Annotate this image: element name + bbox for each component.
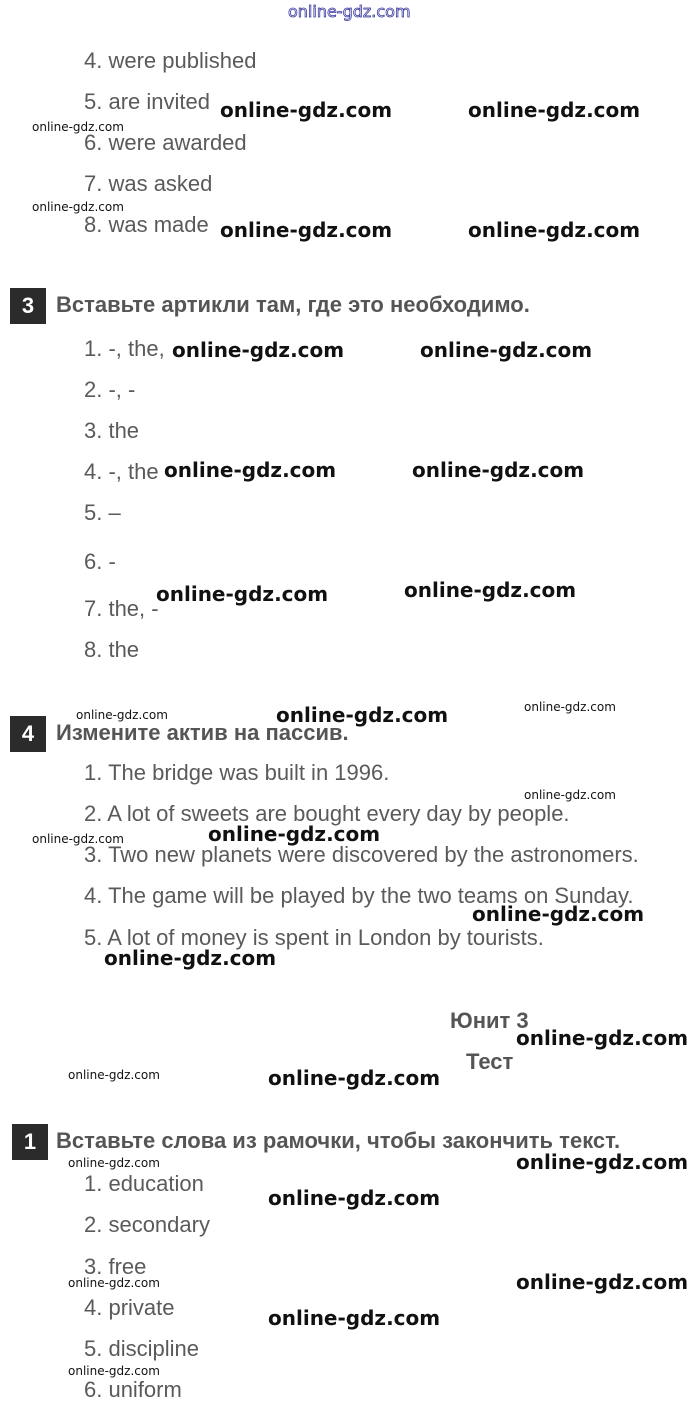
watermark: online-gdz.com [32,120,124,134]
watermark: online-gdz.com [404,578,577,602]
watermark: online-gdz.com [68,1276,160,1290]
watermark: online-gdz.com [172,338,345,362]
unit-title: Юнит 3 [450,1008,529,1033]
answer-item: 6. were awarded [84,130,247,155]
answer-item: 5. – [84,500,121,525]
watermark: online-gdz.com [468,218,641,242]
section-number-badge: 1 [12,1124,48,1160]
watermark: online-gdz.com [472,902,645,926]
watermark: online-gdz.com [68,1364,160,1378]
watermark: online-gdz.com [104,946,277,970]
answer-item: 4. The game will be played by the two teams on Sunday. [84,883,634,908]
watermark: online-gdz.com [220,218,393,242]
answer-item: 3. free [84,1254,147,1279]
answer-item: 2. -, - [84,377,136,402]
answer-item: 6. - [84,549,116,574]
watermark: online-gdz.com [524,700,616,714]
site-watermark-top: online-gdz.com [288,2,411,21]
answer-item: 8. the [84,637,140,662]
answer-item: 4. -, the [84,459,159,484]
answer-item: 4. were published [84,48,257,73]
answer-item: 2. A lot of sweets are bought every day by people. [84,801,570,826]
section-title: Вставьте слова из рамочки, чтобы закончить текст. [56,1128,621,1153]
answer-item: 1. education [84,1171,204,1196]
watermark: online-gdz.com [32,200,124,214]
watermark: online-gdz.com [268,1066,441,1090]
watermark: online-gdz.com [164,458,337,482]
watermark: online-gdz.com [516,1026,689,1050]
section-title: Вставьте артикли там, где это необходимо. [56,292,530,317]
watermark: online-gdz.com [76,708,168,722]
section-number-badge: 4 [10,716,46,752]
watermark: online-gdz.com [276,703,449,727]
answer-item: 7. was asked [84,171,213,196]
answer-item: 6. uniform [84,1377,182,1402]
answer-item: 8. was made [84,212,209,237]
section-title: Измените актив на пассив. [56,720,349,745]
watermark: online-gdz.com [516,1270,689,1294]
unit-subtitle: Тест [466,1049,514,1074]
watermark: online-gdz.com [32,832,124,846]
watermark: online-gdz.com [156,582,329,606]
watermark: online-gdz.com [68,1068,160,1082]
answer-item: 7. the, - [84,596,159,621]
answer-item: 5. A lot of money is spent in London by tourists. [84,925,544,950]
watermark: online-gdz.com [68,1156,160,1170]
watermark: online-gdz.com [524,788,616,802]
watermark: online-gdz.com [268,1186,441,1210]
answer-item: 3. Two new planets were discovered by the astronomers. [84,842,639,867]
watermark: online-gdz.com [412,458,585,482]
section-number-badge: 3 [10,288,46,324]
watermark: online-gdz.com [208,822,381,846]
answer-item: 1. The bridge was built in 1996. [84,760,390,785]
answer-item: 5. are invited [84,89,210,114]
watermark: online-gdz.com [468,98,641,122]
answer-item: 5. discipline [84,1336,199,1361]
answer-item: 2. secondary [84,1212,210,1237]
watermark: online-gdz.com [420,338,593,362]
watermark: online-gdz.com [268,1306,441,1330]
answer-item: 4. private [84,1295,175,1320]
answer-item: 3. the [84,418,140,443]
watermark: online-gdz.com [516,1150,689,1174]
answer-item: 1. -, the, [84,336,165,361]
watermark: online-gdz.com [220,98,393,122]
